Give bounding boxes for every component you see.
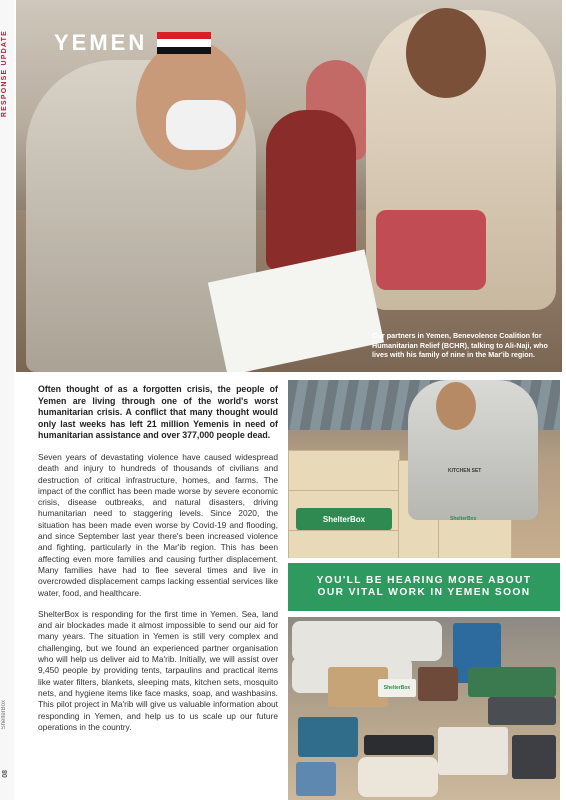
folded-mats — [512, 735, 556, 779]
section-label: RESPONSE UPDATE — [1, 30, 8, 118]
aid-box — [288, 530, 400, 558]
lead-paragraph: Often thought of as a forgotten crisis, the people of Yemen are living through one of the world's worst humanitarian crisis. A conflict that many thought would only last weeks has left 21 million Yemenis in need of humanitarian assistance and over 377,000 people dead. — [38, 384, 278, 441]
tarpaulin-bundle — [438, 727, 508, 775]
stacked-sacks — [292, 621, 442, 661]
margin-strip — [0, 0, 14, 800]
page-title: YEMEN — [54, 30, 148, 55]
flag-stripe-red — [157, 32, 211, 39]
folded-mats — [488, 697, 556, 725]
hygiene-items — [296, 762, 336, 796]
kitchen-pot — [418, 667, 458, 701]
yemen-flag-icon — [157, 32, 211, 54]
body-paragraph: ShelterBox is responding for the first time in Yemen. Sea, land and air blockades made it almost impossible to send our aid for many years. The situation in Yemen is still very complex and challenging, but we found an experienced partner organisation who will help us deliver aid to Ma'rib. Initially, we will assist over 9,450 people by providing tents, tarpaulins and practical items like water filters, blankets, sleeping mats, kitchen sets, mosquito nets, and hygiene items like face masks, soap, and washbasins. This pilot project in Ma'rib will give us valuable information about responding in Yemen, and help us to us scale up our future operations in the country. — [38, 608, 278, 732]
hero-photo — [16, 0, 562, 372]
flag-stripe-black — [157, 47, 211, 54]
sack-bundle — [358, 757, 438, 797]
callout-banner — [288, 563, 560, 611]
mosquito-net — [364, 735, 434, 755]
flag-stripe-white — [157, 39, 211, 46]
washbasin — [298, 717, 358, 757]
hero-caption: Our partners in Yemen, Benevolence Coalition for Humanitarian Relief (BCHR), talking to Ali-Naji, who lives with his family of nine in the Mar'ib region. — [372, 331, 548, 359]
boxes-photo — [288, 380, 560, 558]
callout-text: YOU'LL BE HEARING MORE ABOUT OUR VITAL WORK IN YEMEN SOON — [316, 575, 532, 598]
face-mask — [166, 100, 236, 150]
folded-blankets — [468, 667, 556, 697]
title-block — [54, 30, 211, 56]
shelterbox-box-logo: ShelterBox — [296, 508, 392, 530]
page-number: 08 — [2, 770, 9, 778]
child-figure — [266, 110, 356, 270]
box-label-shelterbox: ShelterBox — [450, 516, 477, 522]
shelterbox-small-logo: ShelterBox — [378, 679, 416, 697]
footer-brand: ShelterBox — [1, 700, 7, 730]
box-label-kitchen-set: KITCHEN SET — [448, 468, 482, 474]
warehouse-worker-head — [436, 382, 476, 430]
seated-man-head — [406, 8, 486, 98]
body-paragraph: Seven years of devastating violence have caused widespread death and injury to hundreds of thousands of civilians and destruction of critical infrastructure, homes, and farms. The impact of the conflict has been made worse by severe economic crisis, disease outbreaks, and natural disasters, driving humanitarian need to staggering levels. Since 2020, the situation has been made even worse by Covid-19 and flooding, and since September last year there's been increased violence and fighting, particularly in the Mar'ib region. This has been affecting even more families and causing further displacement. Many families have had to flee several times and live in overcrowded displacement camps lacking essential services like water, food, and healthcare. — [38, 451, 278, 598]
aid-box — [288, 450, 400, 492]
aid-items-photo — [288, 617, 560, 800]
article-body — [38, 384, 278, 743]
patterned-cloth — [376, 210, 486, 290]
